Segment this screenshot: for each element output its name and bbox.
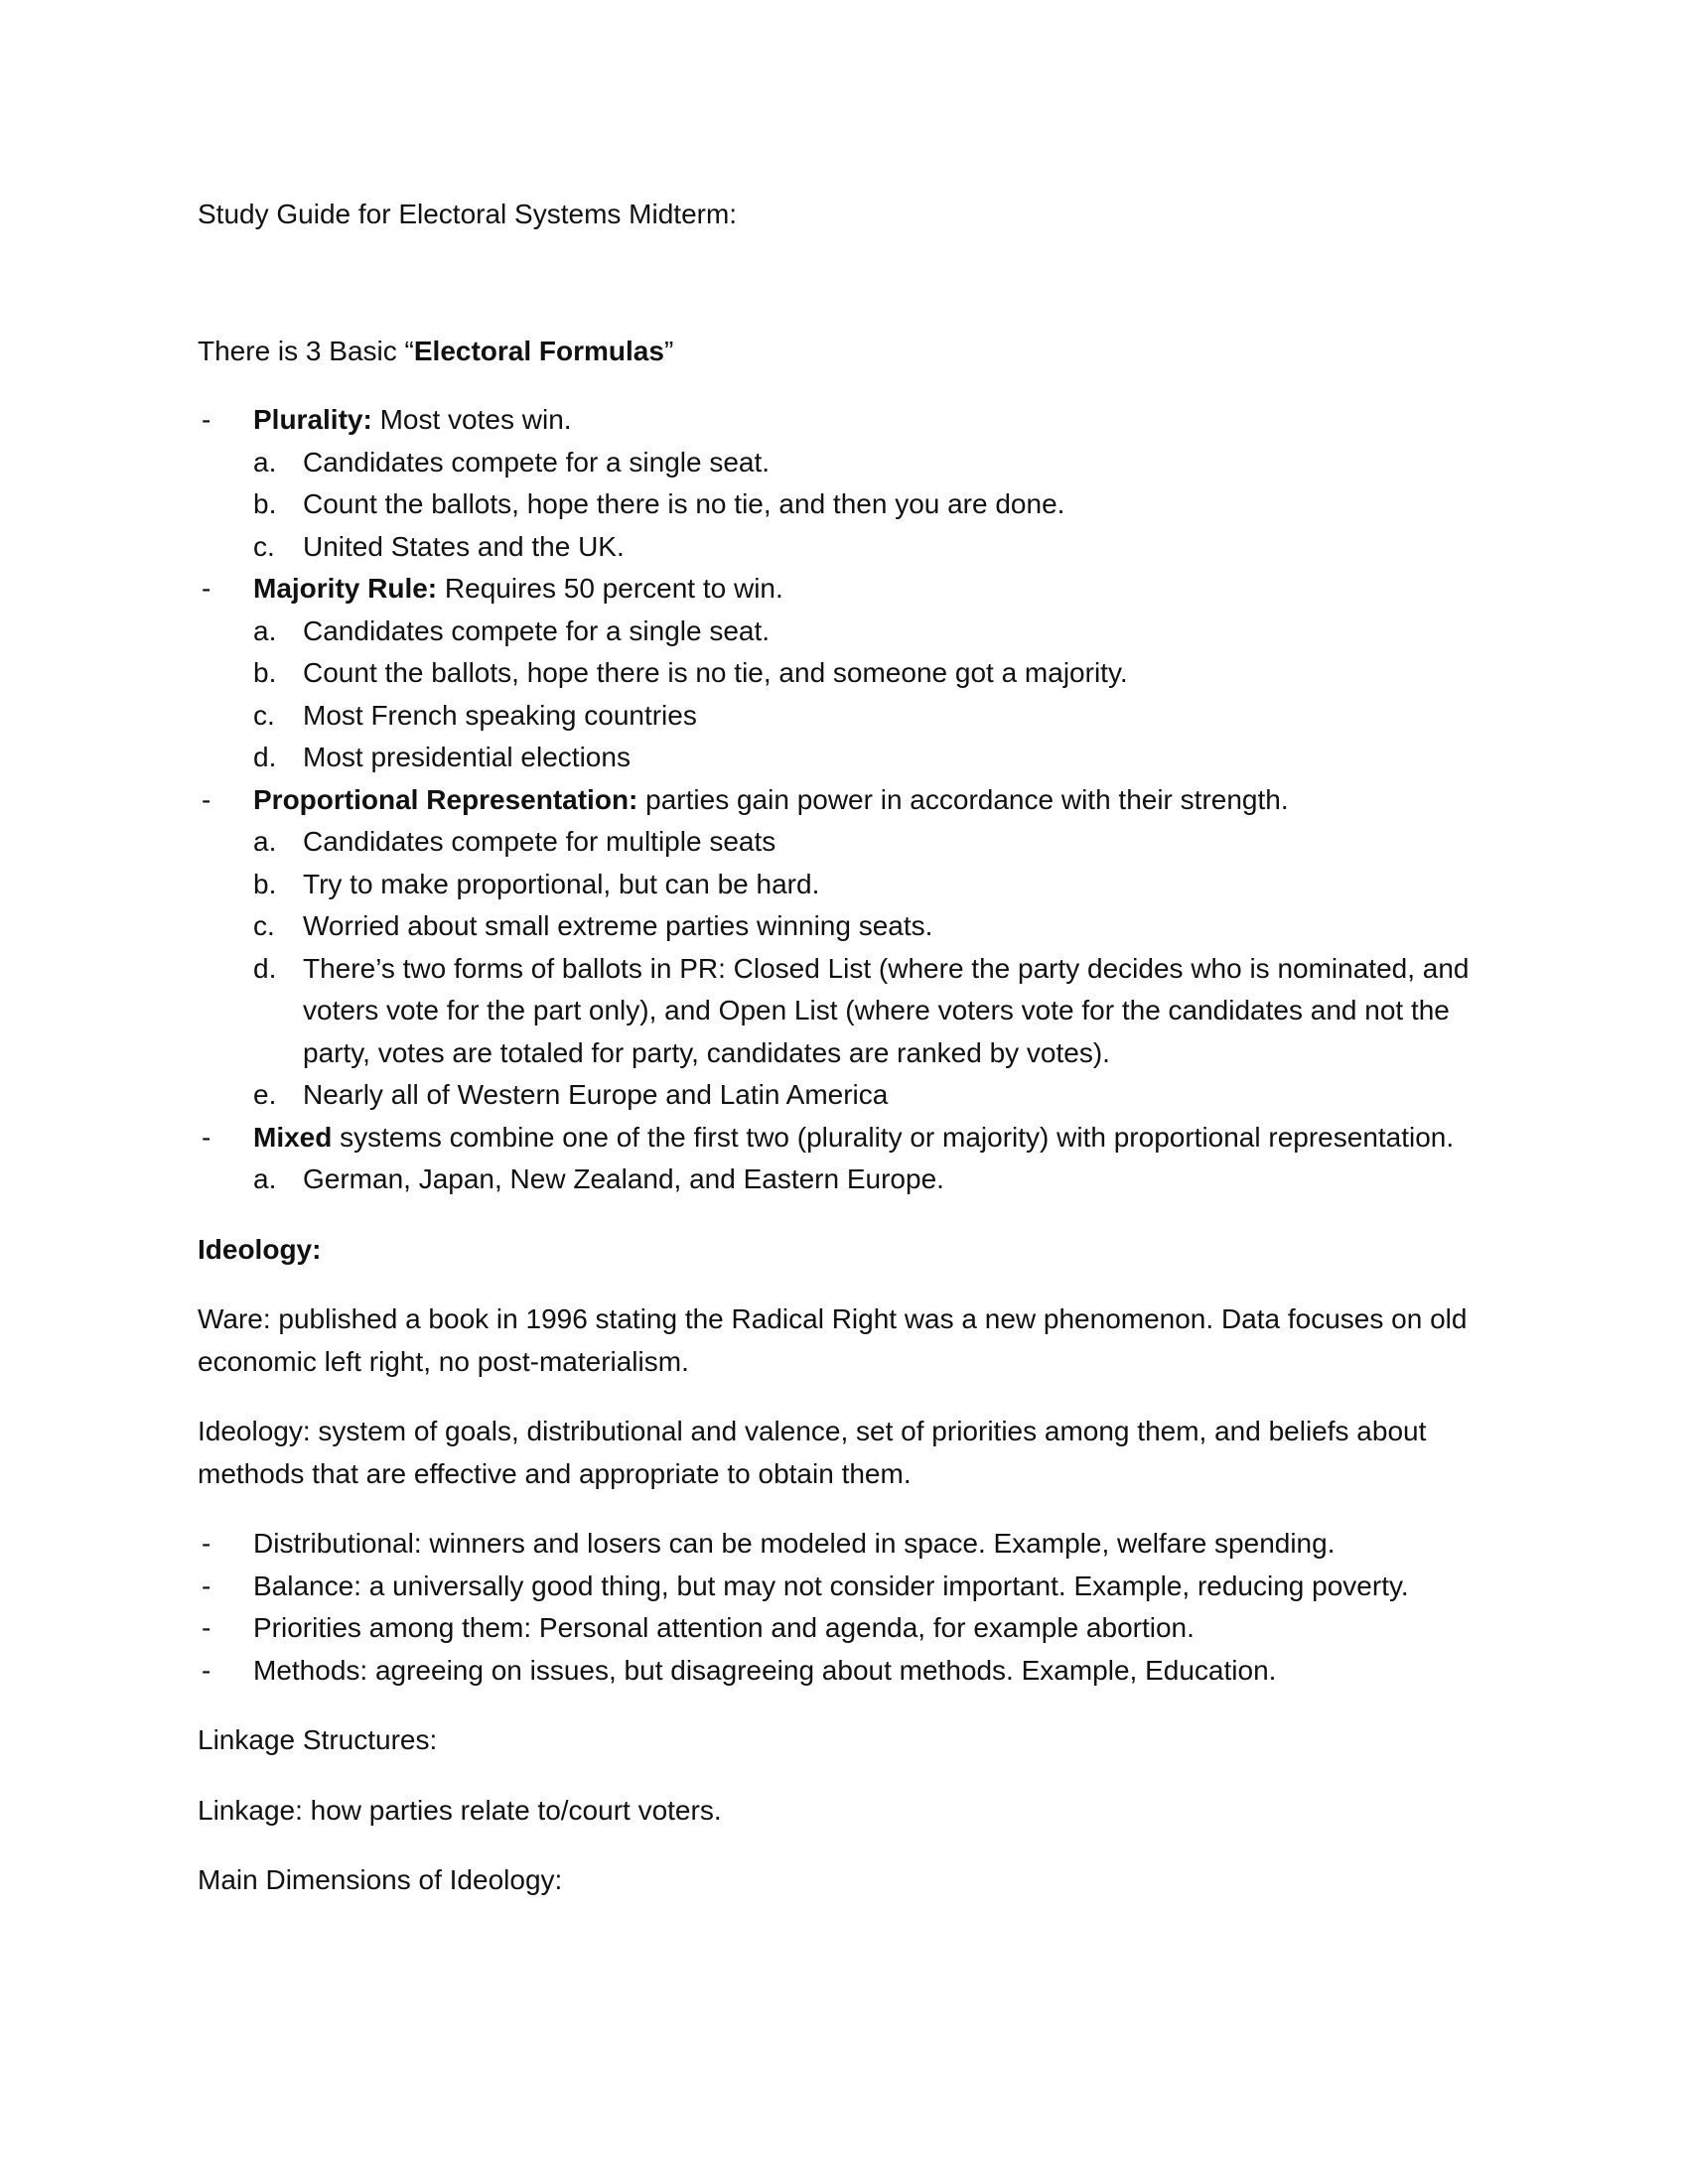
dash-marker: - (202, 783, 211, 815)
pr-sublist (198, 821, 1508, 1117)
linkage-heading: Linkage Structures: (198, 1724, 438, 1755)
list-item (198, 1566, 1508, 1608)
dash-marker: - (202, 1570, 211, 1601)
formula-term: Mixed (253, 1121, 333, 1153)
majority-sublist (198, 611, 1508, 779)
list-letter: a. (253, 1163, 277, 1194)
list-text: Priorities among them: Personal attention and agenda, for example abortion. (253, 1612, 1195, 1643)
list-item (198, 737, 1508, 779)
list-item (198, 821, 1508, 864)
ideology-paragraph: Ideology: system of goals, distributional and valence, set of priorities among them, and beliefs about methods that are effective and appropriate to obtain them. (198, 1416, 1427, 1489)
list-text: Candidates compete for a single seat. (303, 614, 771, 646)
list-letter: a. (253, 446, 277, 478)
linkage-paragraph: Linkage: how parties relate to/court voters. (198, 1794, 722, 1826)
list-item (198, 905, 1508, 948)
page-title: Study Guide for Electoral Systems Midterm: (198, 199, 738, 229)
list-text: Methods: agreeing on issues, but disagreeing about methods. Example, Education. (253, 1654, 1277, 1686)
formula-proportional-representation (198, 779, 1508, 822)
list-item (198, 948, 1508, 1075)
formula-desc: parties gain power in accordance with their strength. (637, 783, 1289, 815)
dimensions-heading: Main Dimensions of Ideology: (198, 1864, 563, 1895)
ideology-points-list (198, 1523, 1508, 1692)
formula-majority-rule (198, 568, 1508, 611)
list-text: Most French speaking countries (303, 699, 697, 731)
document-content (198, 194, 1508, 1902)
list-item (198, 1159, 1508, 1201)
formulas-heading-bold: Electoral Formulas (413, 335, 664, 366)
mixed-sublist (198, 1159, 1508, 1201)
formula-term: Majority Rule: (253, 573, 438, 604)
formula-mixed (198, 1117, 1508, 1160)
ideology-heading (198, 1229, 1508, 1272)
list-letter: c. (253, 910, 275, 941)
formula-desc: Most votes win. (371, 404, 572, 435)
list-item (198, 526, 1508, 569)
list-text: Count the ballots, hope there is no tie, and someone got a majority. (303, 657, 1128, 688)
list-item (198, 1607, 1508, 1650)
dash-marker: - (202, 1121, 211, 1153)
dash-marker: - (202, 1654, 211, 1686)
list-text: Most presidential elections (303, 742, 631, 772)
list-item (198, 1074, 1508, 1117)
list-letter: b. (253, 657, 277, 688)
list-text: There’s two forms of ballots in PR: Closed List (where the party decides who is nominated, and voters vote for the part only), and Open List (where voters vote for the candidates and not the party, votes are totaled for party, candidates are ranked by votes). (303, 952, 1470, 1068)
list-text: Candidates compete for multiple seats (303, 826, 776, 857)
list-text: Worried about small extreme parties winning seats. (303, 910, 933, 941)
plurality-sublist (198, 442, 1508, 569)
formulas-list (198, 399, 1508, 1201)
list-text: Candidates compete for a single seat. (303, 446, 771, 478)
list-text: Try to make proportional, but can be hard. (303, 868, 820, 899)
list-letter: e. (253, 1079, 277, 1110)
list-letter: a. (253, 614, 277, 646)
list-item (198, 611, 1508, 653)
list-letter: b. (253, 868, 277, 899)
list-item (198, 1523, 1508, 1566)
list-letter: d. (253, 952, 277, 984)
list-item (198, 1650, 1508, 1693)
formula-term: Proportional Representation: (253, 783, 638, 815)
dash-marker: - (202, 404, 211, 435)
list-text: Distributional: winners and losers can be modeled in space. Example, welfare spending. (253, 1528, 1336, 1559)
list-item (198, 695, 1508, 738)
list-item (198, 864, 1508, 906)
formula-desc: Requires 50 percent to win. (437, 573, 783, 604)
formula-desc: systems combine one of the first two (plurality or majority) with proportional representation. (332, 1121, 1455, 1153)
list-letter: b. (253, 488, 277, 519)
formulas-heading (198, 331, 1508, 373)
formulas-heading-suffix: ” (663, 335, 674, 366)
list-text: Nearly all of Western Europe and Latin America (303, 1079, 889, 1110)
dash-marker: - (202, 573, 211, 604)
list-item (198, 442, 1508, 484)
list-text: German, Japan, New Zealand, and Eastern Europe. (303, 1163, 944, 1194)
ideology-heading-text: Ideology: (198, 1233, 322, 1265)
list-text: United States and the UK. (303, 530, 625, 562)
list-item (198, 483, 1508, 526)
formula-plurality (198, 399, 1508, 442)
list-item (198, 652, 1508, 695)
dash-marker: - (202, 1528, 211, 1559)
dash-marker: - (202, 1612, 211, 1643)
list-text: Balance: a universally good thing, but may not consider important. Example, reducing poverty. (253, 1570, 1409, 1601)
formulas-heading-prefix: There is 3 Basic “ (198, 335, 414, 366)
list-text: Count the ballots, hope there is no tie, and then you are done. (303, 488, 1065, 519)
list-letter: c. (253, 530, 275, 562)
list-letter: a. (253, 826, 277, 857)
list-letter: c. (253, 699, 275, 731)
ware-paragraph: Ware: published a book in 1996 stating the Radical Right was a new phenomenon. Data focuses on old economic left right, no post-materialism. (198, 1303, 1468, 1377)
list-letter: d. (253, 742, 277, 772)
formula-term: Plurality: (253, 404, 372, 435)
